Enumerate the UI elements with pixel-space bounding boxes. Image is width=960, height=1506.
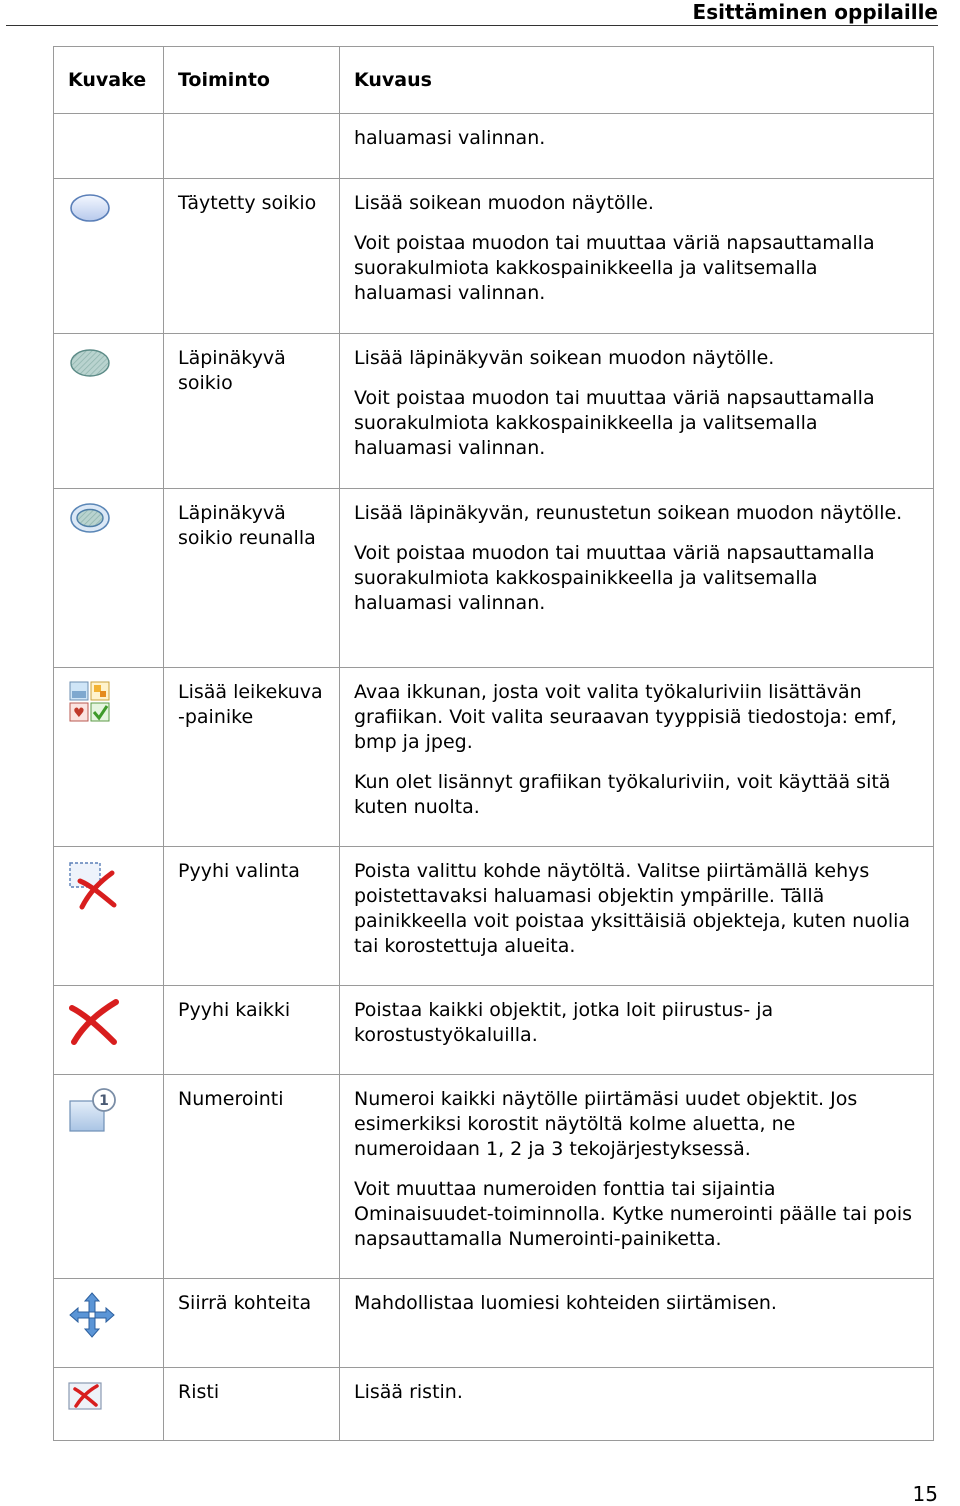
table-row: [54, 1368, 934, 1441]
action-cell: Pyyhi valinta: [164, 847, 340, 986]
action-cell: Täytetty soikio: [164, 179, 340, 334]
action-cell: Pyyhi kaikki: [164, 986, 340, 1075]
header-divider: [6, 25, 938, 26]
table-row: [54, 1075, 934, 1279]
transparent-ellipse-icon: [68, 346, 112, 380]
description-text: Voit muuttaa numeroiden fonttia tai sijaintia Ominaisuudet-toiminnolla. Kytke numerointi päälle tai pois napsauttamalla Numerointi-painiketta.: [354, 1178, 912, 1250]
table-row: [54, 986, 934, 1075]
icon-cell: [54, 1279, 164, 1368]
description-cell: [340, 334, 934, 489]
table-row: [54, 334, 934, 489]
icon-cell: [54, 179, 164, 334]
table-row: [54, 114, 934, 179]
description-text: haluamasi valinnan.: [354, 127, 546, 149]
description-cell: [340, 1368, 934, 1441]
action-cell: Lisää leikekuva -painike: [164, 668, 340, 847]
tool-reference-table: [53, 46, 934, 1441]
table-row: [54, 668, 934, 847]
icon-cell: [54, 1075, 164, 1279]
icon-cell: [54, 668, 164, 847]
description-text: Voit poistaa muodon tai muuttaa väriä napsauttamalla suorakulmiota kakkospainikkeella ja valitsemalla haluamasi valinnan.: [354, 542, 875, 614]
icon-cell: [54, 1368, 164, 1441]
description-text: Kun olet lisännyt grafiikan työkaluriviin, voit käyttää sitä kuten nuolta.: [354, 771, 891, 818]
action-cell: Siirrä kohteita: [164, 1279, 340, 1368]
description-text: Poista valittu kohde näytöltä. Valitse piirtämällä kehys poistettavaksi haluamasi objektin ympärille. Tällä painikkeella voit poistaa yksittäisiä objekteja, kuten nuolia tai korostettuja alueita.: [354, 860, 911, 957]
description-text: Lisää läpinäkyvän soikean muodon näytölle.: [354, 347, 775, 369]
icon-cell: [54, 847, 164, 986]
column-header-description: Kuvaus: [340, 47, 934, 114]
description-cell: [340, 179, 934, 334]
filled-ellipse-icon: [68, 191, 112, 225]
table-row: [54, 847, 934, 986]
description-cell: [340, 986, 934, 1075]
action-cell: Läpinäkyvä soikio reunalla: [164, 489, 340, 668]
icon-cell: [54, 986, 164, 1075]
description-cell: [340, 114, 934, 179]
description-text: Numeroi kaikki näytölle piirtämäsi uudet objektit. Jos esimerkiksi korostit näytöltä kolme aluetta, ne numeroidaan 1, 2 ja 3 tekojärjestyksessä.: [354, 1088, 858, 1160]
numbering-badge: 1: [99, 1093, 109, 1109]
description-text: Lisää soikean muodon näytölle.: [354, 192, 654, 214]
icon-cell: [54, 114, 164, 179]
description-text: Poistaa kaikki objektit, jotka loit piirustus- ja korostustyökaluilla.: [354, 999, 774, 1046]
description-cell: [340, 1075, 934, 1279]
action-cell: Numerointi: [164, 1075, 340, 1279]
action-cell: Läpinäkyvä soikio: [164, 334, 340, 489]
description-text: Mahdollistaa luomiesi kohteiden siirtämisen.: [354, 1292, 777, 1314]
clipart-icon: [68, 680, 112, 724]
erase-selection-icon: [68, 859, 120, 911]
numbering-icon: [68, 1087, 120, 1135]
erase-all-icon: [68, 998, 120, 1046]
description-cell: [340, 847, 934, 986]
description-text: Lisää läpinäkyvän, reunustetun soikean muodon näytölle.: [354, 502, 903, 524]
description-text: Lisää ristin.: [354, 1381, 463, 1403]
description-text: Voit poistaa muodon tai muuttaa väriä napsauttamalla suorakulmiota kakkospainikkeella ja valitsemalla haluamasi valinnan.: [354, 387, 875, 459]
description-cell: [340, 668, 934, 847]
table-row: [54, 179, 934, 334]
action-cell: [164, 114, 340, 179]
column-header-icon: Kuvake: [54, 47, 164, 114]
description-cell: [340, 489, 934, 668]
icon-cell: [54, 489, 164, 668]
page-header-title: Esittäminen oppilaille: [692, 0, 938, 24]
table-row: [54, 1279, 934, 1368]
column-header-action: Toiminto: [164, 47, 340, 114]
description-text: Voit poistaa muodon tai muuttaa väriä napsauttamalla suorakulmiota kakkospainikkeella ja valitsemalla haluamasi valinnan.: [354, 232, 875, 304]
svg-text:♥: ♥: [73, 706, 85, 721]
cross-icon: [68, 1380, 104, 1412]
table-row: [54, 489, 934, 668]
action-cell: Risti: [164, 1368, 340, 1441]
page-number: 15: [912, 1482, 938, 1506]
table-header-row: [54, 47, 934, 114]
description-cell: [340, 1279, 934, 1368]
move-objects-icon: [68, 1291, 116, 1339]
icon-cell: [54, 334, 164, 489]
bordered-ellipse-icon: [68, 501, 112, 535]
description-text: Avaa ikkunan, josta voit valita työkaluriviin lisättävän grafiikan. Voit valita seuraavan tyyppisiä tiedostoja: emf, bmp ja jpeg.: [354, 681, 897, 753]
